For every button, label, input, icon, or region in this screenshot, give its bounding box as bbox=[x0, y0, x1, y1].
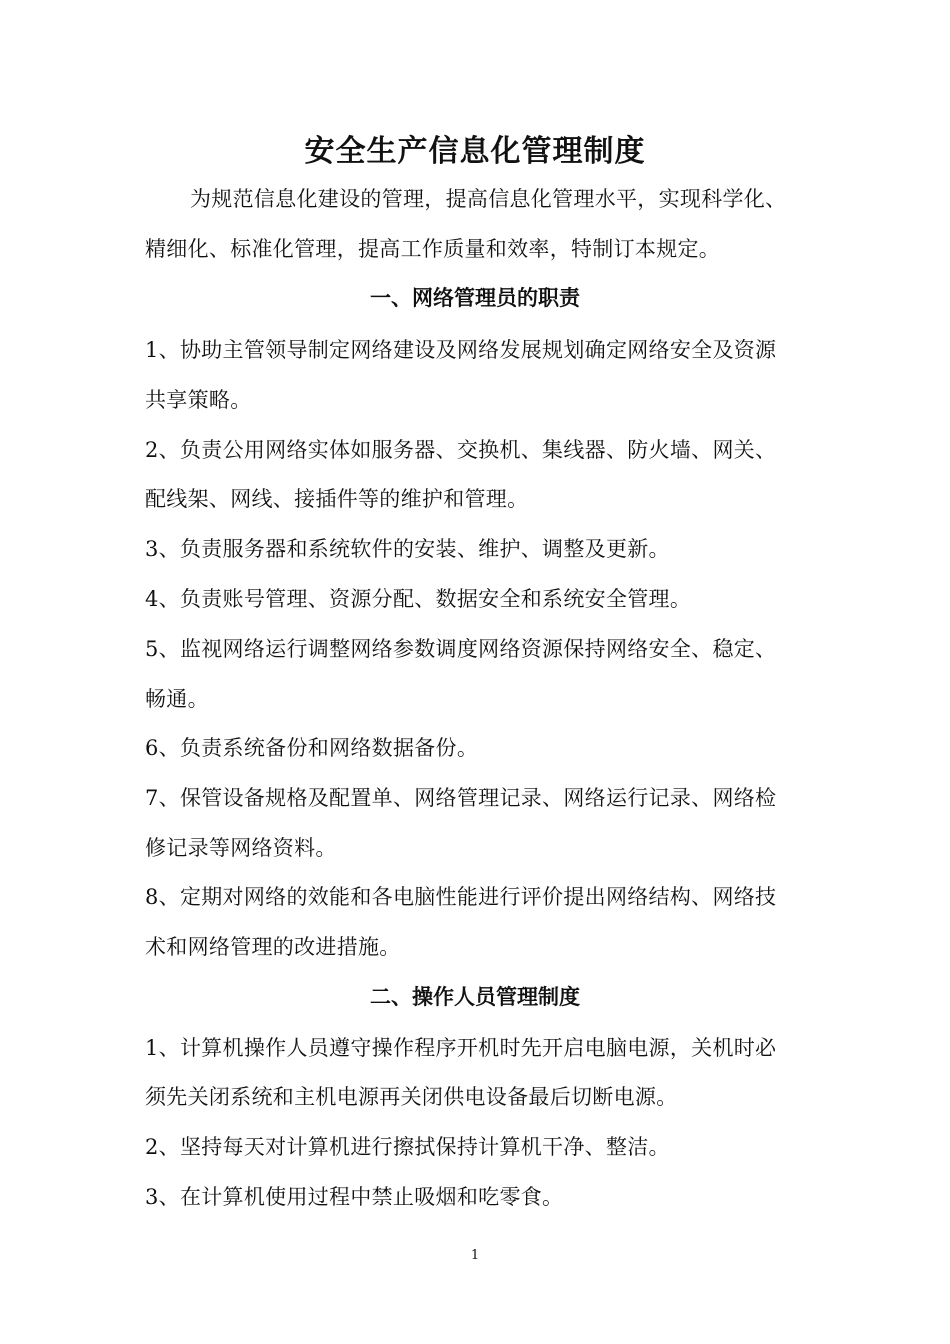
section-1-item-3: 3、负责服务器和系统软件的安装、维护、调整及更新。 bbox=[145, 537, 670, 561]
section-1-item-5-line-2: 畅通。 bbox=[145, 687, 209, 711]
section-1-item-6: 6、负责系统备份和网络数据备份。 bbox=[145, 736, 479, 760]
section-1-item-1-line-2: 共享策略。 bbox=[145, 388, 252, 412]
section-1-item-8-line-1: 8、定期对网络的效能和各电脑性能进行评价提出网络结构、网络技 bbox=[145, 885, 777, 909]
section-2-item-1-line-1: 1、计算机操作人员遵守操作程序开机时先开启电脑电源，关机时必 bbox=[145, 1036, 777, 1060]
section-1-heading: 一、网络管理员的职责 bbox=[370, 285, 580, 310]
section-1-item-4: 4、负责账号管理、资源分配、数据安全和系统安全管理。 bbox=[145, 587, 692, 611]
section-1-item-2-line-2: 配线架、网线、接插件等的维护和管理。 bbox=[145, 487, 529, 511]
section-1-item-1-line-1: 1、协助主管领导制定网络建设及网络发展规划确定网络安全及资源 bbox=[145, 338, 777, 362]
section-2-item-1-line-2: 须先关闭系统和主机电源再关闭供电设备最后切断电源。 bbox=[145, 1085, 678, 1109]
intro-line-1: 为规范信息化建设的管理，提高信息化管理水平，实现科学化、 bbox=[190, 187, 787, 211]
section-1-item-5-line-1: 5、监视网络运行调整网络参数调度网络资源保持网络安全、稳定、 bbox=[145, 637, 777, 661]
page-number: 1 bbox=[470, 1248, 480, 1263]
section-1-item-7-line-1: 7、保管设备规格及配置单、网络管理记录、网络运行记录、网络检 bbox=[145, 786, 777, 810]
section-2-heading: 二、操作人员管理制度 bbox=[370, 984, 580, 1009]
intro-line-2: 精细化、标准化管理，提高工作质量和效率，特制订本规定。 bbox=[145, 237, 721, 261]
section-2-item-2: 2、坚持每天对计算机进行擦拭保持计算机干净、整洁。 bbox=[145, 1135, 670, 1159]
section-2-item-3: 3、在计算机使用过程中禁止吸烟和吃零食。 bbox=[145, 1185, 564, 1209]
section-1-item-7-line-2: 修记录等网络资料。 bbox=[145, 836, 337, 860]
section-1-item-2-line-1: 2、负责公用网络实体如服务器、交换机、集线器、防火墙、网关、 bbox=[145, 438, 777, 462]
document-title: 安全生产信息化管理制度 bbox=[304, 134, 646, 169]
section-1-item-8-line-2: 术和网络管理的改进措施。 bbox=[145, 935, 401, 959]
